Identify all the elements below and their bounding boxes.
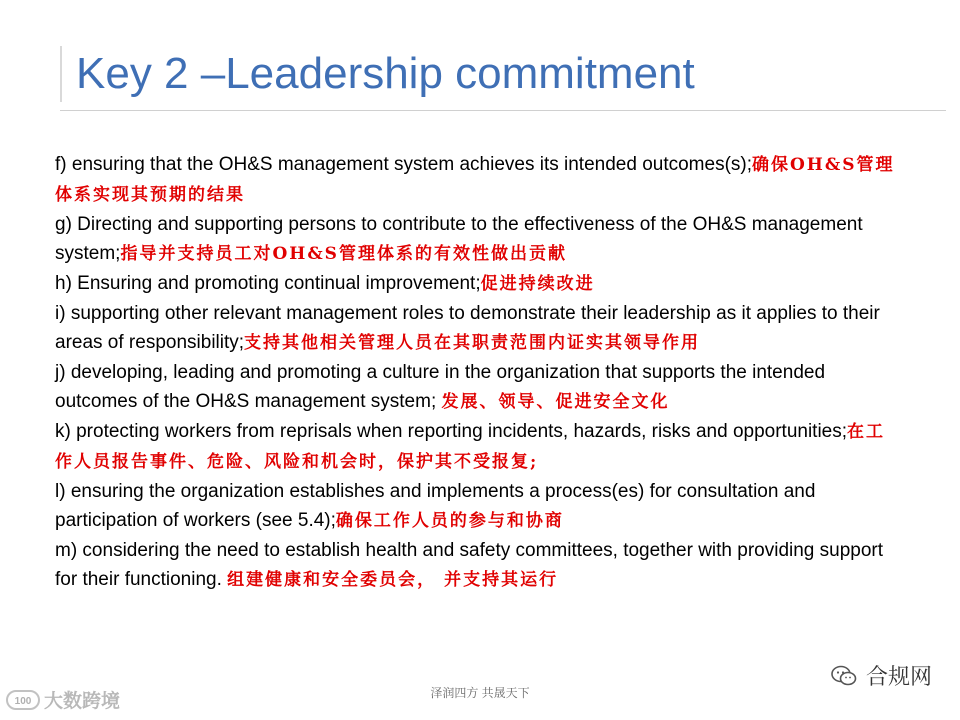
title-divider (60, 110, 946, 111)
list-item (55, 417, 895, 477)
item-english-text: j) developing, leading and promoting a culture in the organization that supports the intended outcomes of the OH&S management system; (55, 362, 826, 412)
right-watermark-text: 合规网 (865, 664, 932, 689)
left-watermark-text: 大数跨境 (44, 691, 121, 712)
item-chinese-text: 支持其他相关管理人员在其职责范围内证实其领导作用 (244, 333, 701, 353)
right-watermark (830, 660, 932, 691)
item-english-text: f) ensuring that the OH&S management system achieves its intended outcomes(s); (55, 154, 752, 175)
item-chinese-text: 确保OH&S管理体系实现其预期的结果 (55, 155, 895, 205)
item-english-text: m) considering the need to establish health and safety committees, together with providing support for their functioning. (55, 540, 884, 590)
item-chinese-text: 指导并支持员工对OH&S管理体系的有效性做出贡献 (120, 244, 567, 264)
item-chinese-text: 发展、领导、促进安全文化 (441, 392, 670, 412)
item-english-text: i) supporting other relevant management roles to demonstrate their leadership as it applies to their areas of responsibility; (55, 303, 880, 353)
list-item (55, 210, 895, 269)
list-item (55, 150, 895, 210)
slide-footer: 泽润四方 共晟天下 (430, 686, 530, 700)
item-english-text: k) protecting workers from reprisals when reporting incidents, hazards, risks and opportunities; (55, 421, 848, 442)
list-item (55, 299, 895, 358)
wechat-icon (830, 664, 858, 688)
slide-body (55, 150, 895, 595)
item-english-text: h) Ensuring and promoting continual improvement; (55, 273, 481, 294)
list-item (55, 536, 895, 595)
item-chinese-text: 组建健康和安全委员会， 并支持其运行 (227, 570, 559, 590)
item-english-text: l) ensuring the organization establishes and implements a process(es) for consultation and participation of workers (see 5.4); (55, 481, 816, 531)
watermark-logo-icon: 100 (6, 690, 40, 710)
slide-title: Key 2 –Leadership commitment (76, 49, 695, 98)
item-chinese-text: 在工作人员报告事件、危险、风险和机会时，保护其不受报复; (55, 422, 886, 472)
item-english-text: g) Directing and supporting persons to contribute to the effectiveness of the OH&S management system; (55, 214, 863, 264)
list-item (55, 358, 895, 417)
item-chinese-text: 确保工作人员的参与和协商 (335, 511, 564, 531)
item-chinese-text: 促进持续改进 (480, 274, 595, 294)
title-accent-bar (60, 46, 62, 102)
left-watermark (6, 686, 120, 713)
list-item (55, 269, 895, 299)
list-item (55, 477, 895, 536)
